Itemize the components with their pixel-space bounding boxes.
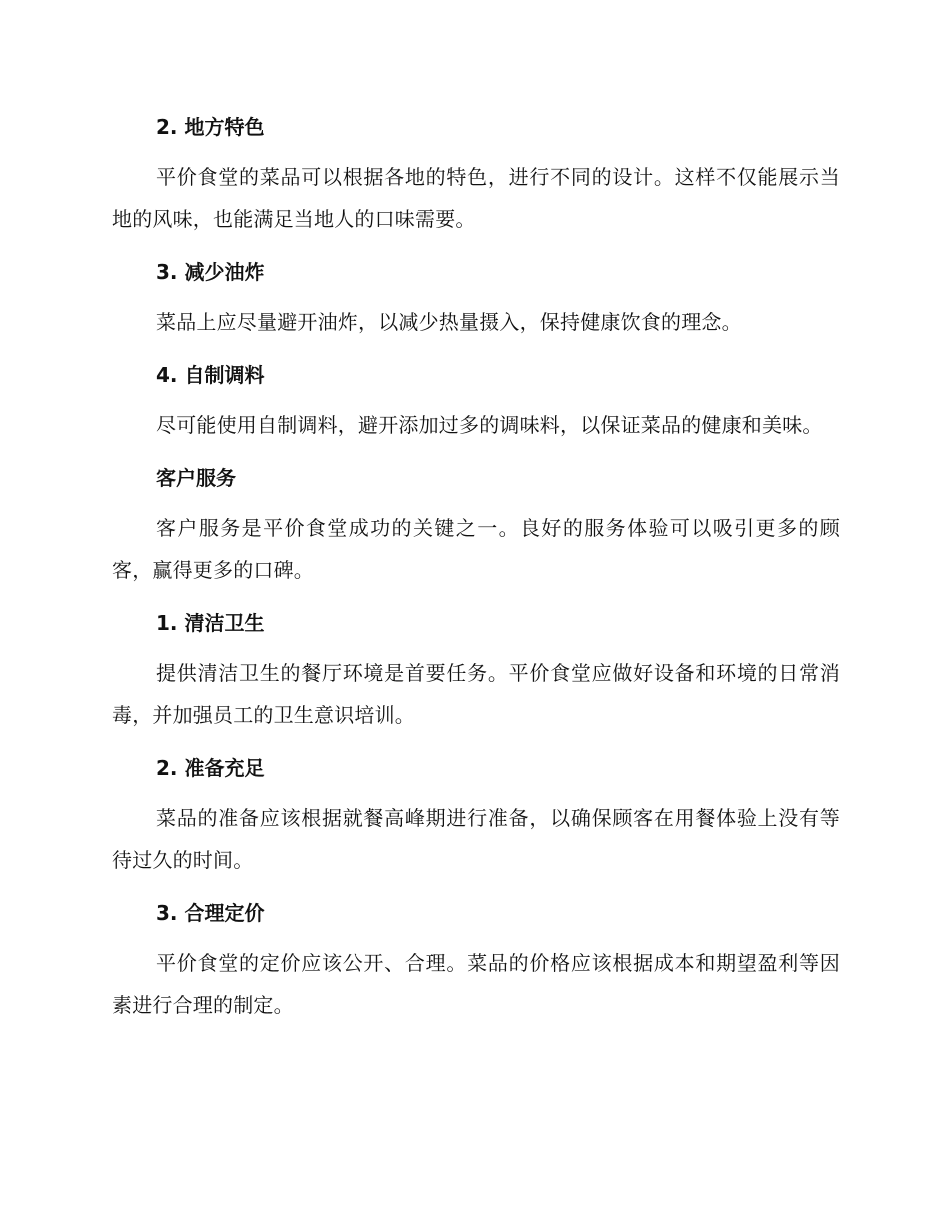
section-heading: 4. 自制调料 [156,363,265,387]
section-paragraph: 菜品上应尽量避开油炸，以减少热量摄入，保持健康饮食的理念。 [156,310,742,334]
section-heading: 2. 地方特色 [156,115,265,139]
section-heading: 3. 合理定价 [156,901,265,925]
section-heading: 3. 减少油炸 [156,260,265,284]
section-paragraph: 平价食堂的菜品可以根据各地的特色，进行不同的设计。这样不仅能展示当地的风味，也能满足当地人的口味需要。 [112,165,840,231]
section-heading: 2. 准备充足 [156,756,265,780]
section-paragraph: 尽可能使用自制调料，避开添加过多的调味料，以保证菜品的健康和美味。 [156,413,823,437]
section-paragraph: 客户服务是平价食堂成功的关键之一。良好的服务体验可以吸引更多的顾客，赢得更多的口碑。 [112,516,840,582]
section-heading: 客户服务 [156,466,236,490]
section-heading: 1. 清洁卫生 [156,611,265,635]
section-paragraph: 平价食堂的定价应该公开、合理。菜品的价格应该根据成本和期望盈利等因素进行合理的制定。 [112,951,840,1017]
section-paragraph: 提供清洁卫生的餐厅环境是首要任务。平价食堂应做好设备和环境的日常消毒，并加强员工的卫生意识培训。 [112,661,840,727]
section-paragraph: 菜品的准备应该根据就餐高峰期进行准备，以确保顾客在用餐体验上没有等待过久的时间。 [112,806,840,872]
document-body [112,106,840,1026]
